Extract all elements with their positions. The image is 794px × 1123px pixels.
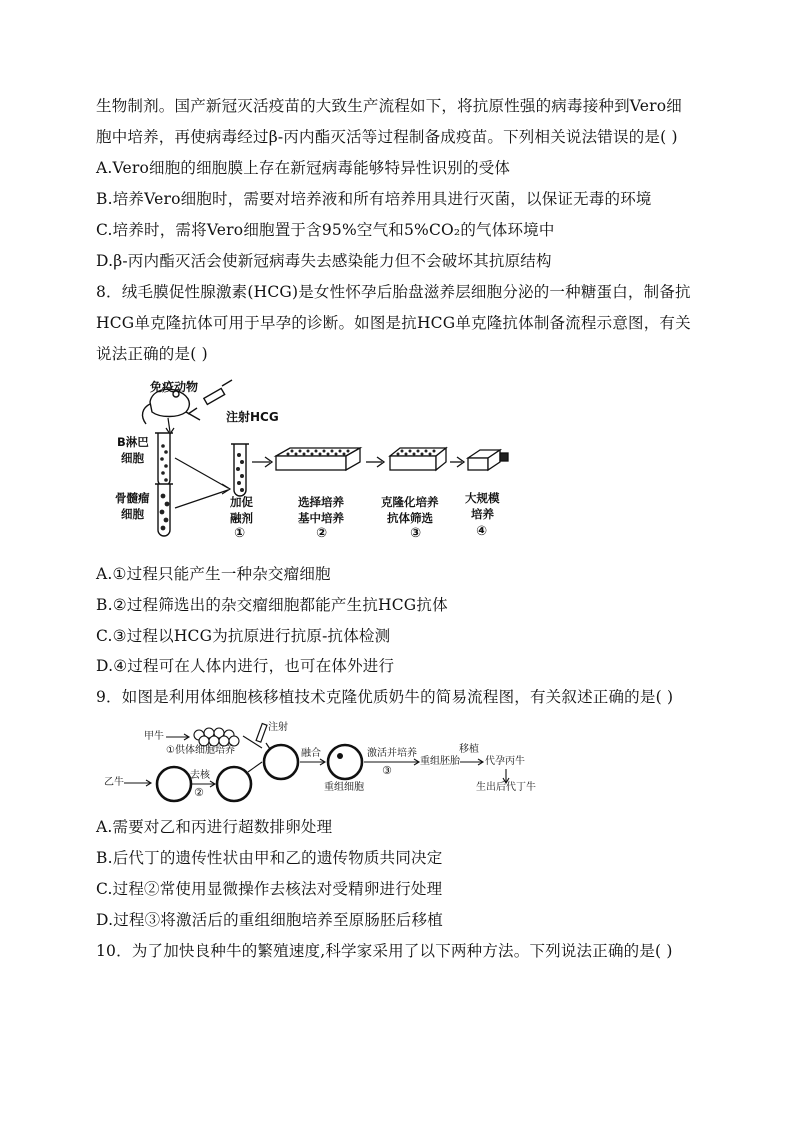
fig8-select-2: 基中培养 [298, 511, 344, 525]
fig8-b-cell-2: 细胞 [121, 451, 144, 465]
q8-option-d: D.④过程可在人体内进行，也可在体外进行 [96, 657, 395, 675]
q7-stem-line-1: 生物制剂。国产新冠灭活疫苗的大致生产流程如下，将抗原性强的病毒接种到Vero细 [96, 97, 682, 115]
fig9-activate: 激活并培养 [367, 748, 417, 759]
fig8-scale-2: 培养 [471, 507, 494, 521]
q9-stem: 9．如图是利用体细胞核移植技术克隆优质奶牛的简易流程图，有关叙述正确的是( ) [96, 688, 674, 706]
q9-option-a: A.需要对乙和丙进行超数排卵处理 [96, 818, 333, 836]
enucleated-oocyte-icon [217, 767, 251, 801]
q8-option-c: C.③过程以HCG为抗原进行抗原-抗体检测 [96, 627, 391, 645]
fig8-step-2: ② [316, 526, 328, 541]
q10-stem: 10．为了加快良种牛的繁殖速度,科学家采用了以下两种方法。下列说法正确的是( ) [96, 942, 673, 960]
injected-oocyte-icon [264, 745, 298, 779]
fig8-scale-1: 大规模 [465, 491, 500, 505]
fig8-myeloma-1: 骨髓瘤 [115, 491, 150, 505]
q7-option-a: A.Vero细胞的细胞膜上存在新冠病毒能够特异性识别的受体 [96, 159, 511, 177]
fig8-inject-hcg: 注射HCG [226, 410, 279, 424]
fig9-enucleate: 去核 [190, 770, 210, 781]
q8-option-b: B.②过程筛选出的杂交瘤细胞都能产生抗HCG抗体 [96, 596, 448, 614]
fig9-recombined-embryo: 重组胚胎 [420, 756, 460, 767]
fig9-inject: 注射 [268, 722, 288, 733]
fig8-step-1: ① [234, 526, 246, 541]
q8-stem-line-1: 8．绒毛膜促性腺激素(HCG)是女性怀孕后胎盘滋养层细胞分泌的一种糖蛋白，制备抗 [96, 283, 691, 301]
fig8-fusion-2: 融剂 [230, 511, 253, 525]
q9-option-d: D.过程③将激活后的重组细胞培养至原肠胚后移植 [96, 911, 443, 929]
q7-stem-line-2: 胞中培养，再使病毒经过β-丙内酯灭活等过程制备成疫苗。下列相关说法错误的是( ) [96, 128, 678, 146]
q7-option-d: D.β-丙内酯灭活会使新冠病毒失去感染能力但不会破坏其抗原结构 [96, 252, 552, 270]
fig8-immune-animal: 免疫动物 [150, 380, 199, 394]
fig8-clone-1: 克隆化培养 [381, 495, 439, 509]
q9-option-b: B.后代丁的遗传性状由甲和乙的遗传物质共同决定 [96, 849, 443, 867]
recombined-cell-icon [328, 745, 362, 779]
q8-stem-line-3: 说法正确的是( ) [96, 345, 208, 363]
fig9-offspring: 生出后代丁牛 [476, 782, 536, 793]
q7-option-b: B.培养Vero细胞时，需要对培养液和所有培养用具进行灭菌，以保证无毒的环境 [96, 190, 652, 208]
fig8-step-3: ③ [410, 526, 422, 541]
fig9-surrogate: 代孕丙牛 [485, 756, 525, 767]
fig9-cow-a: 甲牛 [144, 731, 164, 742]
q9-option-c: C.过程②常使用显微操作去核法对受精卵进行处理 [96, 880, 443, 898]
q7-option-c: C.培养时，需将Vero细胞置于含95%空气和5%CO₂的气体环境中 [96, 221, 555, 239]
fig8-b-cell-1: B淋巴 [117, 435, 149, 449]
q8-option-a: A.①过程只能产生一种杂交瘤细胞 [96, 565, 331, 583]
fig9-step-3: ③ [382, 764, 392, 777]
fig9-step-1: ①供体细胞培养 [166, 745, 235, 756]
donor-cells-icon [194, 728, 239, 746]
fig8-myeloma-2: 细胞 [121, 507, 144, 521]
fig9-cow-b: 乙牛 [104, 777, 124, 788]
fig8-fusion-1: 加促 [230, 495, 253, 509]
fig8-step-4: ④ [476, 524, 488, 539]
fig9-fuse: 融合 [301, 748, 321, 759]
fig8-select-1: 选择培养 [298, 495, 344, 509]
q8-stem-line-2: HCG单克隆抗体可用于早孕的诊断。如图是抗HCG单克隆抗体制备流程示意图，有关 [96, 314, 691, 332]
fig9-transplant: 移植 [459, 744, 479, 755]
fig9-recombined-cell: 重组细胞 [324, 782, 364, 793]
oocyte-icon [157, 767, 191, 801]
fig8-clone-2: 抗体筛选 [387, 511, 433, 525]
fig9-step-2: ② [194, 786, 204, 799]
